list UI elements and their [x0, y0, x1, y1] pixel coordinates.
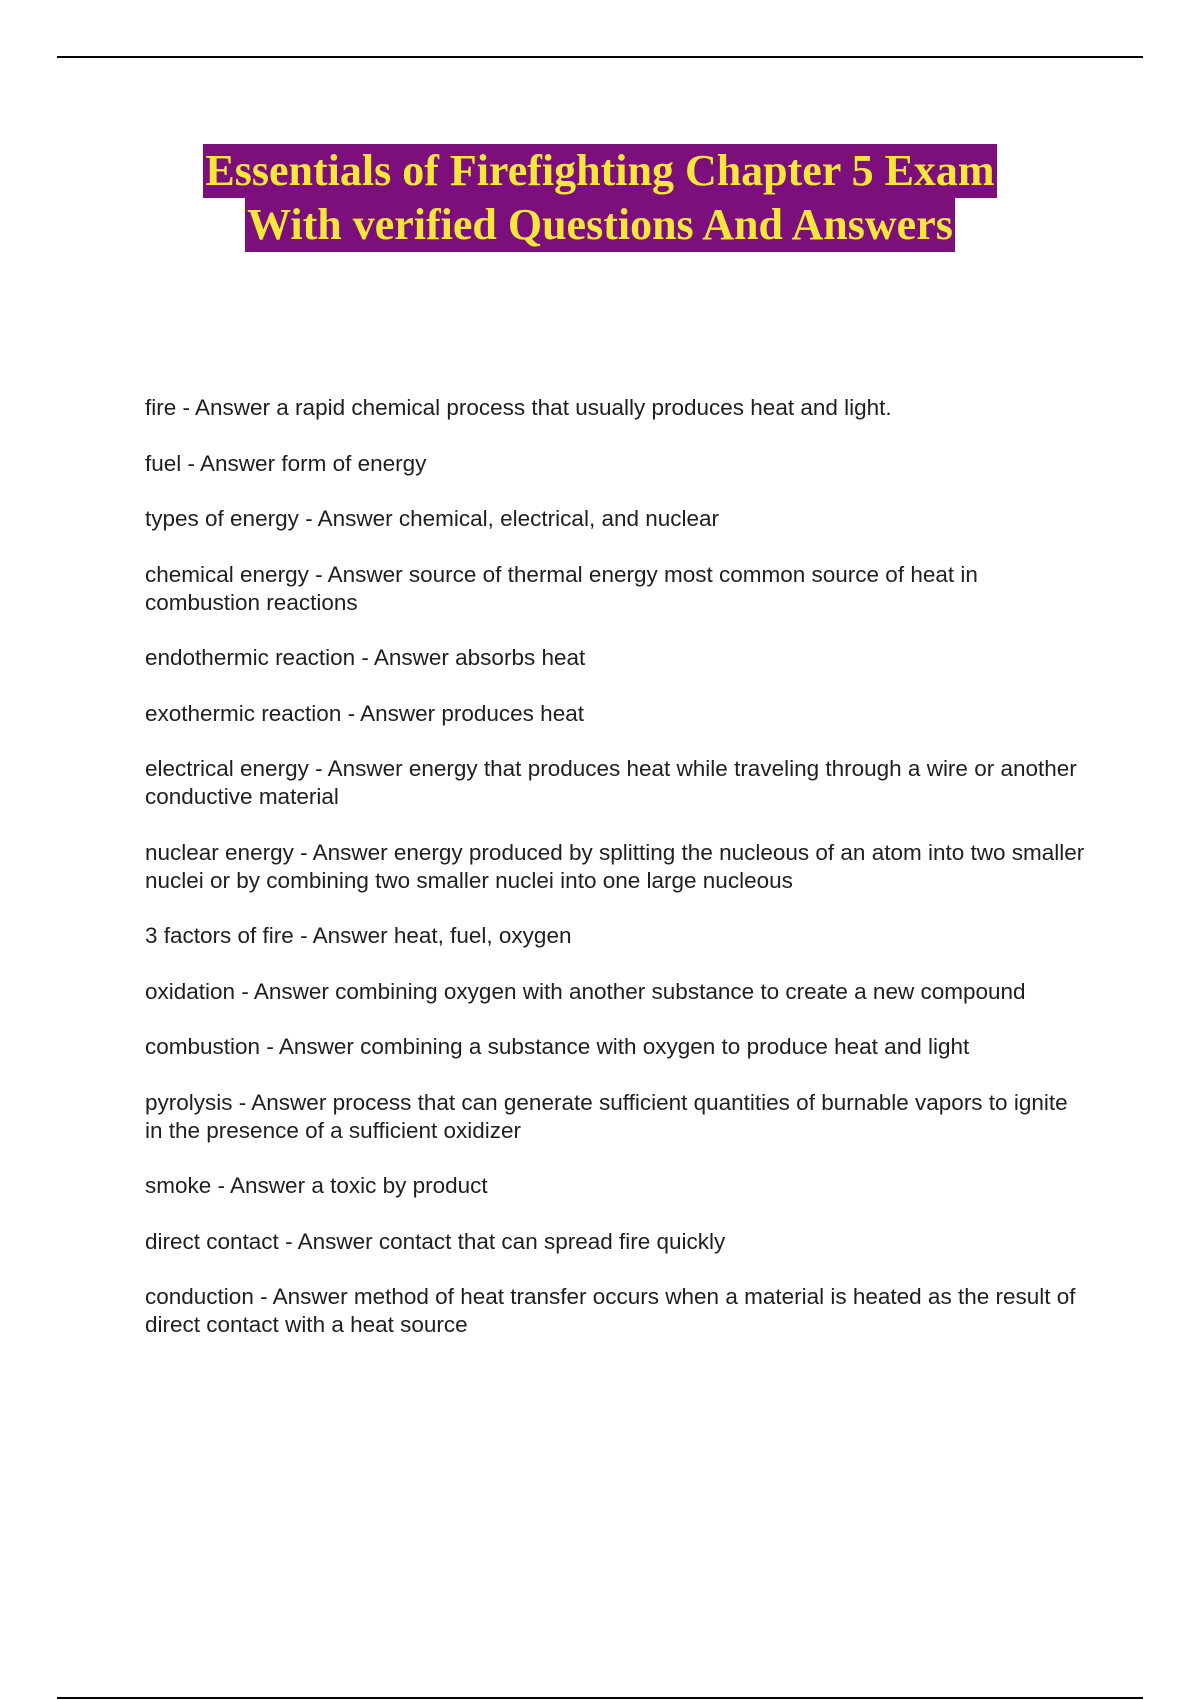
qa-answer: energy that produces heat while traveling through a wire or another conductive material — [145, 756, 1077, 809]
qa-separator: - Answer — [293, 923, 394, 948]
qa-item — [145, 644, 1085, 672]
qa-answer: a toxic by product — [311, 1173, 488, 1198]
qa-separator: - Answer — [253, 1284, 354, 1309]
qa-term: chemical energy — [145, 561, 309, 587]
qa-answer: method of heat transfer occurs when a material is heated as the result of direct contact with a heat source — [145, 1284, 1076, 1337]
qa-item — [145, 700, 1085, 728]
qa-item — [145, 978, 1085, 1006]
qa-term: 3 factors of fire — [145, 923, 294, 948]
qa-separator: - Answer — [260, 1034, 361, 1059]
top-rule — [57, 56, 1143, 58]
qa-term: electrical energy — [145, 756, 309, 781]
qa-item — [145, 1033, 1085, 1061]
qa-term: fire — [145, 395, 177, 420]
qa-separator: - Answer — [293, 839, 394, 865]
qa-separator: - Answer — [176, 395, 277, 420]
qa-answer: energy produced by splitting the nucleous of an atom into two smaller nuclei or by combining two smaller nuclei into one large nucleous — [145, 839, 1085, 893]
title-line-1: Essentials of Firefighting Chapter 5 Exam — [203, 144, 996, 198]
qa-answer: source of thermal energy most common source of heat in combustion reactions — [145, 561, 978, 615]
qa-item — [145, 561, 1085, 617]
qa-separator: - Answer — [308, 756, 409, 781]
qa-answer: chemical, electrical, and nuclear — [398, 506, 720, 531]
qa-item — [145, 394, 1085, 422]
qa-answer: contact that can spread fire quickly — [378, 1228, 726, 1254]
qa-separator: - Answer — [308, 561, 409, 587]
qa-separator: - Answer — [298, 506, 399, 531]
qa-item — [145, 505, 1085, 533]
qa-term: fuel — [145, 450, 182, 476]
qa-term: exothermic reaction — [145, 700, 342, 726]
qa-item — [145, 1089, 1085, 1145]
qa-answer: heat, fuel, oxygen — [393, 923, 572, 948]
qa-answer: combining a substance with oxygen to produce heat and light — [360, 1034, 970, 1059]
qa-term: oxidation — [145, 978, 236, 1004]
qa-item — [145, 1172, 1085, 1200]
qa-term: pyrolysis — [145, 1089, 233, 1115]
qa-item — [145, 839, 1085, 895]
qa-item — [145, 922, 1085, 950]
qa-term: conduction — [145, 1284, 254, 1309]
qa-term: types of energy — [145, 506, 299, 531]
qa-separator: - Answer — [211, 1173, 312, 1198]
qa-separator: - Answer — [278, 1228, 379, 1254]
qa-answer: form of energy — [281, 450, 427, 476]
qa-separator: - Answer — [181, 450, 282, 476]
qa-item — [145, 1283, 1085, 1339]
qa-term: direct contact — [145, 1228, 279, 1254]
qa-term: smoke — [145, 1173, 212, 1198]
qa-item — [145, 450, 1085, 478]
bottom-rule — [57, 1697, 1143, 1699]
qa-separator: - Answer — [232, 1089, 333, 1115]
qa-term: nuclear energy — [145, 839, 294, 865]
qa-list — [145, 394, 1085, 1367]
qa-separator: - Answer — [341, 700, 442, 726]
qa-item — [145, 755, 1085, 811]
qa-answer: absorbs heat — [455, 645, 586, 670]
qa-answer: process that can generate sufficient quantities of burnable vapors to ignite in the presence of a sufficient oxidizer — [145, 1089, 1068, 1143]
qa-answer: produces heat — [441, 700, 584, 726]
qa-item — [145, 1228, 1085, 1256]
qa-term: endothermic reaction — [145, 645, 356, 670]
qa-answer: combining oxygen with another substance to create a new compound — [335, 978, 1026, 1004]
qa-separator: - Answer — [355, 645, 456, 670]
qa-term: combustion — [145, 1034, 261, 1059]
qa-separator: - Answer — [235, 978, 336, 1004]
document-title — [0, 144, 1200, 252]
title-line-2: With verified Questions And Answers — [245, 198, 955, 252]
qa-answer: a rapid chemical process that usually produces heat and light. — [276, 395, 892, 420]
